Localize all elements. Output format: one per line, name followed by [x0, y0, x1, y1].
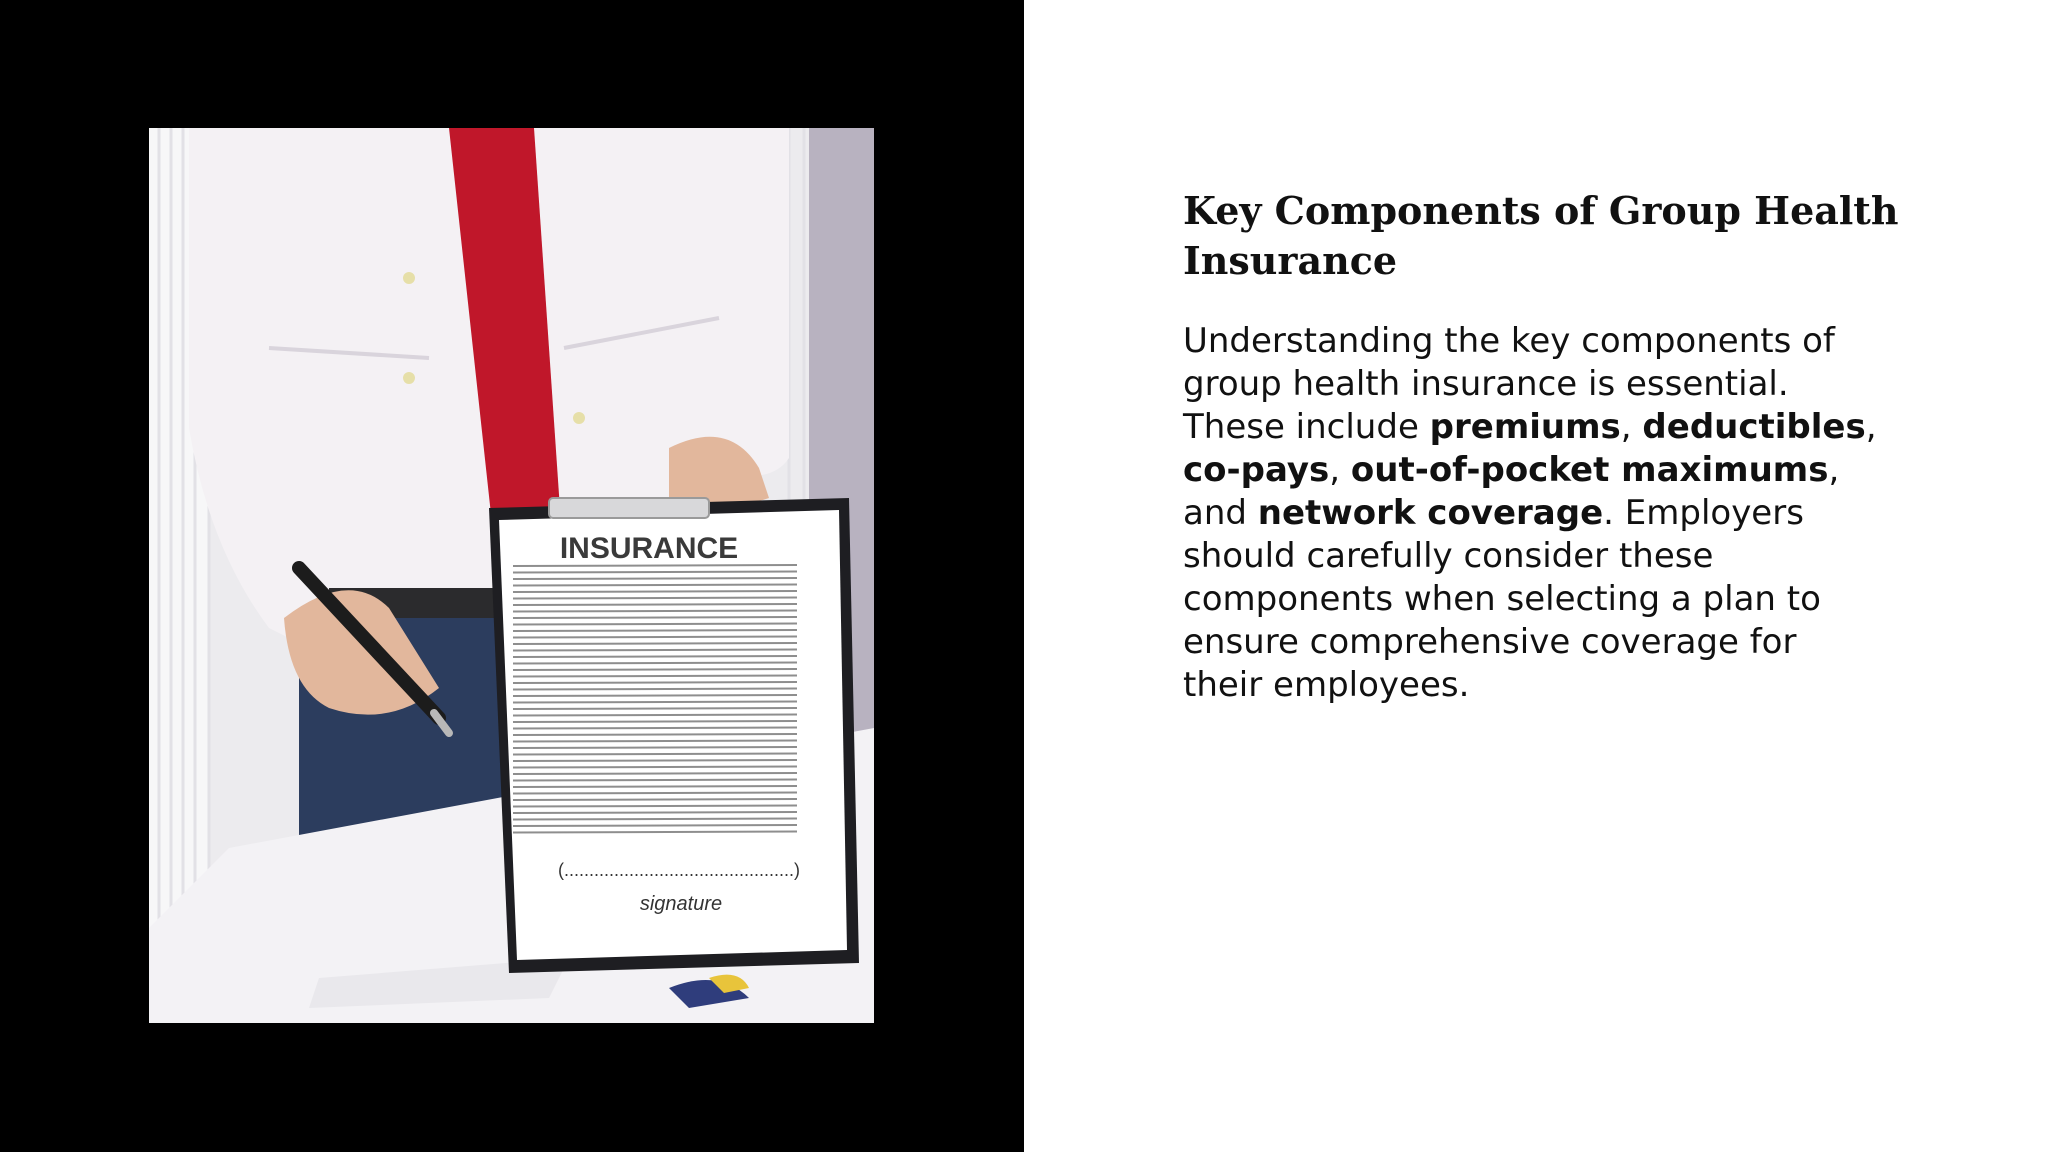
term-network-coverage: network coverage — [1257, 493, 1604, 533]
body-sep-3: , — [1329, 450, 1351, 490]
body-sep-4: , and — [1183, 450, 1840, 533]
photo-illustration — [149, 128, 874, 1023]
body-intro: Understanding the key components of group health insurance is essential. These include — [1183, 321, 1835, 447]
body-sep-2: , — [1865, 407, 1877, 447]
term-deductibles: deductibles — [1642, 407, 1866, 447]
insurance-photo — [149, 128, 874, 1023]
term-premiums: premiums — [1429, 407, 1621, 447]
body-sep-1: , — [1620, 407, 1643, 447]
term-co-pays: co-pays — [1183, 450, 1330, 490]
term-out-of-pocket-maximums: out-of-pocket maximums — [1350, 450, 1829, 490]
slide-body — [1183, 320, 1883, 707]
body-outro: . Employers should carefully consider these components when selecting a plan to ensure comprehensive coverage for their employees. — [1183, 493, 1821, 705]
signature-line: (..............................................) — [557, 860, 801, 880]
slide-title: Key Components of Group Health Insurance — [1183, 188, 1899, 283]
clipboard-title: INSURANCE — [559, 532, 739, 565]
signature-label: signature — [639, 893, 723, 915]
